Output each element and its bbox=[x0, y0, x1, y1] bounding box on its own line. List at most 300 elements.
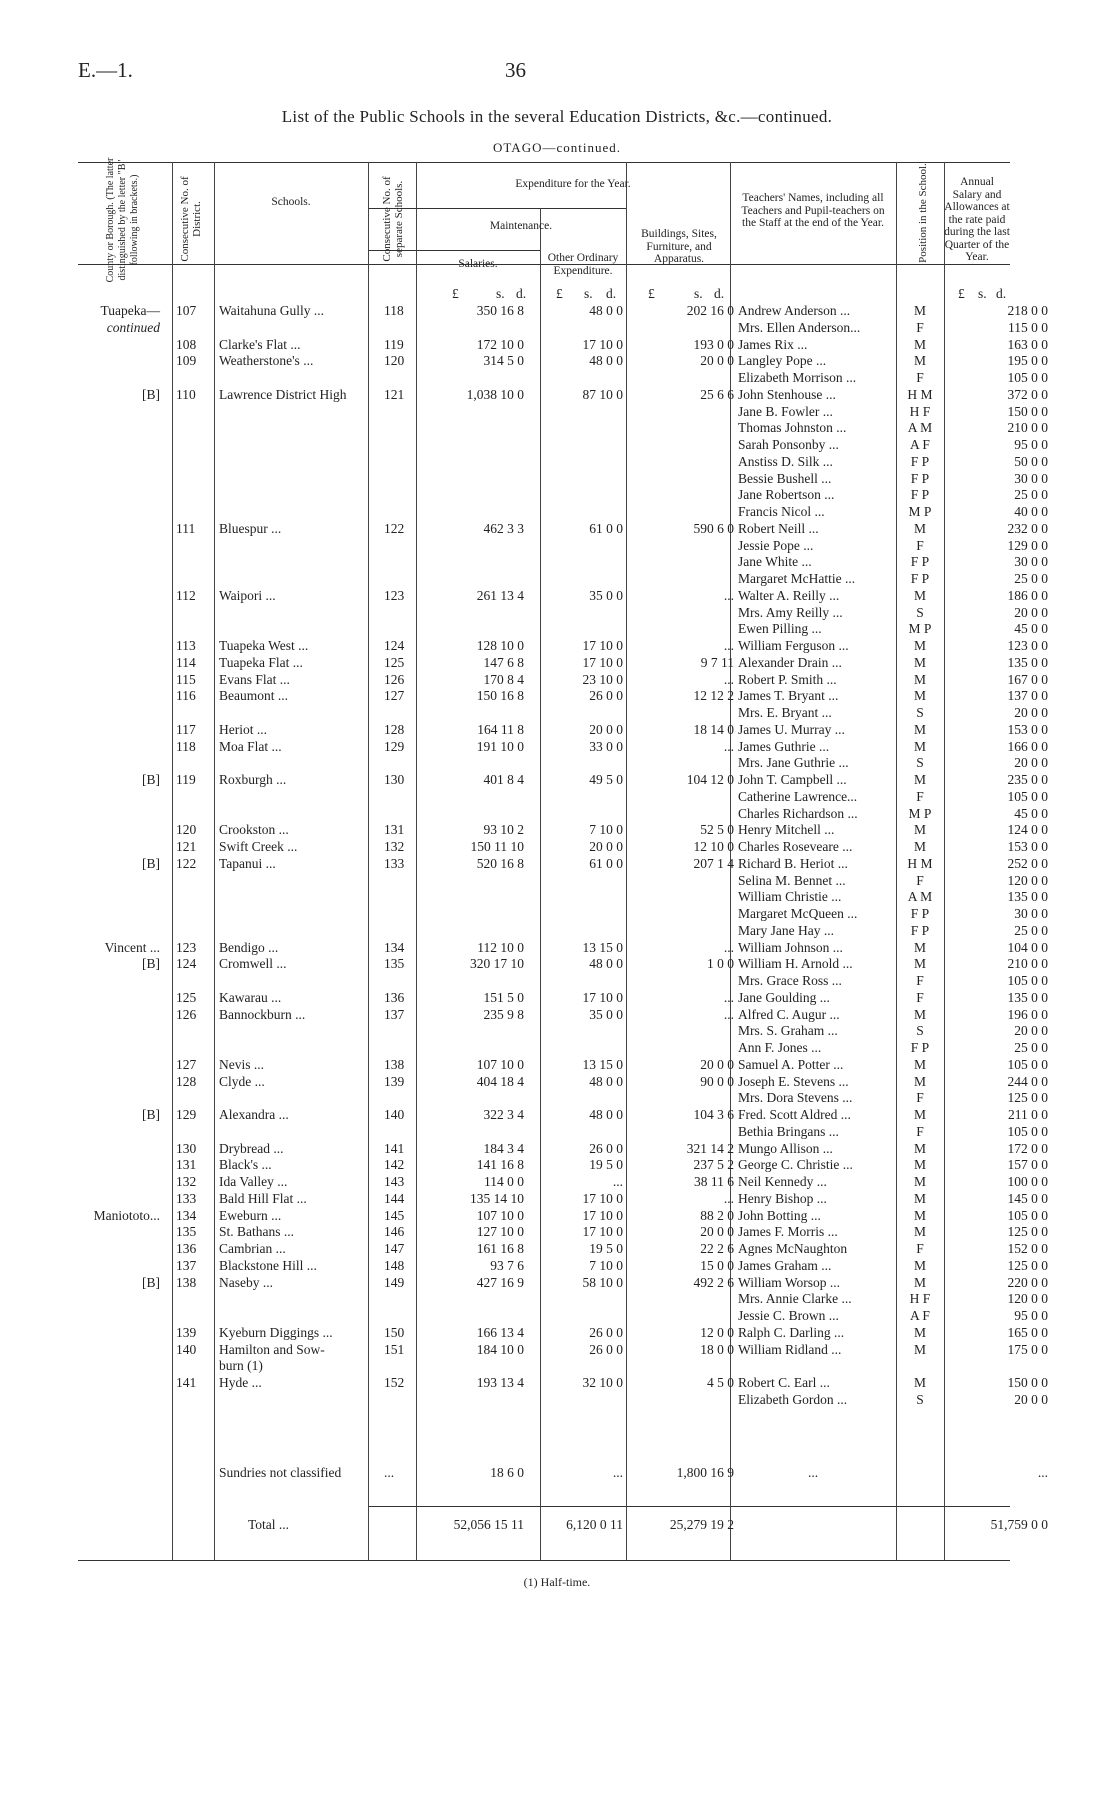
position-cell: M P bbox=[908, 805, 932, 821]
position-cell: F P bbox=[910, 922, 930, 938]
county-cell: Tuapeka— bbox=[100, 303, 160, 318]
annual-salary-cell: 45 0 0 bbox=[1014, 621, 1048, 637]
separate-no-cell: 146 bbox=[384, 1224, 405, 1240]
unit-s: s. bbox=[694, 286, 703, 301]
separate-no-cell: 149 bbox=[384, 1274, 405, 1290]
annual-salary-cell: 45 0 0 bbox=[1014, 805, 1048, 821]
expenditure-header: Expenditure for the Year. bbox=[515, 178, 631, 190]
separate-no-cell: 123 bbox=[384, 587, 405, 603]
annual-salary-cell: 211 0 0 bbox=[1008, 1107, 1048, 1122]
teacher-name-cell: John Botting ... bbox=[738, 1207, 821, 1223]
teacher-name-cell: John T. Campbell ... bbox=[738, 772, 847, 787]
annual-salary-cell: 120 0 0 bbox=[1007, 872, 1048, 888]
separate-no-cell: 142 bbox=[384, 1157, 405, 1173]
annual-salary-cell: 220 0 0 bbox=[1007, 1274, 1048, 1290]
table-row bbox=[78, 637, 1048, 654]
annual-salary-cell: 25 0 0 bbox=[1014, 922, 1048, 938]
annual-salary-cell: 196 0 0 bbox=[1007, 1006, 1048, 1022]
annual-salary-cell: 137 0 0 bbox=[1007, 688, 1048, 704]
table-row bbox=[78, 1056, 1048, 1073]
county-cell: [B] bbox=[142, 1274, 160, 1290]
position-cell: M bbox=[913, 1140, 926, 1156]
position-cell: S bbox=[916, 1023, 924, 1039]
salaries-cell: 1,038 10 0 bbox=[466, 386, 524, 402]
unit-pound: £ bbox=[452, 286, 459, 301]
table-row bbox=[78, 503, 1048, 520]
position-cell: M bbox=[913, 1190, 926, 1206]
position-cell: M bbox=[913, 939, 926, 955]
annual-salary-cell: 195 0 0 bbox=[1007, 353, 1048, 369]
position-cell: F P bbox=[910, 1040, 930, 1055]
table-row bbox=[78, 620, 1048, 637]
buildings-cell: 18 14 0 bbox=[693, 721, 734, 737]
unit-d: d. bbox=[714, 286, 725, 301]
county-cell: Maniototo... bbox=[93, 1207, 160, 1223]
table-row bbox=[78, 872, 1048, 889]
county-cell: [B] bbox=[142, 1107, 160, 1122]
annual-salary-cell: 135 0 0 bbox=[1007, 654, 1048, 670]
separate-no-cell: 150 bbox=[384, 1324, 405, 1340]
teacher-name-cell: Mrs. Jane Guthrie ... bbox=[738, 755, 849, 771]
separate-no-cell: 134 bbox=[384, 939, 405, 955]
district-no-cell: 126 bbox=[176, 1006, 197, 1022]
salaries-header: Salaries. bbox=[458, 258, 498, 270]
annual-salary-cell: 218 0 0 bbox=[1007, 303, 1048, 318]
teacher-name-cell: Elizabeth Gordon ... bbox=[738, 1391, 848, 1407]
annual-salary-cell: 232 0 0 bbox=[1007, 520, 1048, 536]
salaries-cell: 107 10 0 bbox=[476, 1056, 524, 1072]
teacher-name-cell: William Ferguson ... bbox=[738, 638, 849, 653]
salaries-cell: 401 8 4 bbox=[483, 772, 524, 787]
table-row bbox=[78, 587, 1048, 604]
table-row bbox=[78, 1374, 1048, 1391]
other-expenditure-cell: 13 15 0 bbox=[582, 1056, 623, 1072]
county-cell: [B] bbox=[142, 386, 160, 402]
table-row bbox=[78, 1190, 1048, 1207]
table-row bbox=[78, 1207, 1048, 1224]
table-row bbox=[78, 1022, 1048, 1039]
position-cell: A F bbox=[910, 437, 930, 452]
table-row bbox=[78, 687, 1048, 704]
annual-salary-cell: 150 0 0 bbox=[1007, 403, 1048, 419]
annual-salary-cell: 157 0 0 bbox=[1007, 1157, 1048, 1173]
position-cell: M bbox=[913, 688, 926, 704]
annual-salary-cell: 20 0 0 bbox=[1014, 1023, 1048, 1039]
annual-salary-cell: 167 0 0 bbox=[1007, 671, 1048, 687]
table-row bbox=[78, 1257, 1048, 1274]
salaries-cell: 93 10 2 bbox=[483, 822, 524, 838]
annual-salary-cell: 123 0 0 bbox=[1007, 638, 1048, 653]
teacher-name-cell: Richard B. Heriot ... bbox=[738, 855, 848, 871]
district-no-cell: 113 bbox=[176, 638, 196, 653]
district-no-cell: 115 bbox=[176, 671, 196, 687]
school-cell: Cromwell ... bbox=[219, 956, 287, 972]
district-no-cell: 127 bbox=[176, 1056, 197, 1072]
sundries-salaries: 18 6 0 bbox=[490, 1465, 524, 1480]
table-row bbox=[78, 888, 1048, 905]
school-cell: Tuapeka West ... bbox=[219, 638, 309, 653]
other-header: Other Ordinary Expenditure. bbox=[547, 252, 619, 277]
other-expenditure-cell: 35 0 0 bbox=[589, 1006, 623, 1022]
doc-ref: E.—1. bbox=[78, 58, 133, 82]
buildings-cell: 20 0 0 bbox=[700, 353, 734, 369]
school-cell: Bald Hill Flat ... bbox=[219, 1190, 307, 1206]
table-row bbox=[78, 972, 1048, 989]
salaries-cell: 164 11 8 bbox=[477, 721, 524, 737]
annual-salary-cell: 20 0 0 bbox=[1014, 1391, 1048, 1407]
unit-pound: £ bbox=[556, 286, 563, 301]
sundries-annual: ... bbox=[1037, 1465, 1048, 1480]
school-cell: Naseby ... bbox=[219, 1274, 273, 1290]
buildings-cell: 20 0 0 bbox=[700, 1224, 734, 1240]
table-row bbox=[78, 1290, 1048, 1307]
teacher-name-cell: Joseph E. Stevens ... bbox=[738, 1073, 849, 1089]
annual-salary-cell: 210 0 0 bbox=[1007, 420, 1048, 436]
position-cell: F P bbox=[910, 571, 930, 586]
position-cell: M bbox=[913, 1174, 926, 1189]
position-cell: M bbox=[913, 1006, 926, 1022]
school-cell: Waipori ... bbox=[219, 587, 276, 603]
table-row bbox=[78, 403, 1048, 420]
other-expenditure-cell: 13 15 0 bbox=[582, 939, 623, 955]
separate-no-cell: 147 bbox=[384, 1241, 405, 1256]
teacher-name-cell: Jane Goulding ... bbox=[738, 989, 830, 1005]
other-expenditure-cell: 48 0 0 bbox=[589, 956, 623, 972]
teacher-name-cell: Fred. Scott Aldred ... bbox=[738, 1107, 851, 1122]
table-row bbox=[78, 302, 1048, 319]
teacher-name-cell: Thomas Johnston ... bbox=[738, 420, 847, 436]
buildings-cell: 1 0 0 bbox=[707, 956, 734, 972]
buildings-cell: ... bbox=[723, 1006, 734, 1022]
teacher-name-cell: James F. Morris ... bbox=[738, 1224, 838, 1240]
separate-no-cell: 137 bbox=[384, 1006, 405, 1022]
buildings-cell: 38 11 6 bbox=[694, 1174, 734, 1189]
district-no-cell: 136 bbox=[176, 1241, 197, 1256]
table-row bbox=[78, 821, 1048, 838]
table-row bbox=[78, 1240, 1048, 1257]
teacher-name-cell: Ralph C. Darling ... bbox=[738, 1324, 845, 1340]
other-expenditure-cell: 35 0 0 bbox=[589, 587, 623, 603]
buildings-cell: ... bbox=[723, 1190, 734, 1206]
table-row bbox=[78, 955, 1048, 972]
position-cell: M bbox=[913, 839, 926, 854]
district-no-cell: 108 bbox=[176, 336, 197, 352]
table-row bbox=[78, 336, 1048, 353]
position-cell: M bbox=[913, 353, 926, 369]
position-cell: S bbox=[916, 604, 924, 620]
teacher-name-cell: Ewen Pilling ... bbox=[738, 621, 822, 637]
other-expenditure-cell: 48 0 0 bbox=[589, 1107, 623, 1122]
buildings-cell: 12 12 2 bbox=[693, 688, 734, 704]
position-cell: F bbox=[916, 989, 924, 1005]
buildings-cell: 321 14 2 bbox=[686, 1140, 734, 1156]
position-cell: H M bbox=[907, 386, 933, 402]
district-no-cell: 122 bbox=[176, 855, 197, 871]
separate-no-cell: 118 bbox=[384, 303, 404, 318]
unit-pound: £ bbox=[958, 286, 965, 301]
other-expenditure-cell: 17 10 0 bbox=[582, 336, 623, 352]
buildings-cell: ... bbox=[723, 638, 734, 653]
buildings-cell: 12 0 0 bbox=[700, 1324, 734, 1340]
buildings-cell: ... bbox=[723, 738, 734, 754]
school-cell: Beaumont ... bbox=[219, 688, 288, 704]
annual-salary-cell: 125 0 0 bbox=[1007, 1090, 1048, 1106]
buildings-cell: 104 3 6 bbox=[693, 1107, 734, 1122]
separate-no-cell: 144 bbox=[384, 1190, 405, 1206]
teacher-name-cell: Mrs. Amy Reilly ... bbox=[738, 604, 843, 620]
teacher-name-cell: James Graham ... bbox=[738, 1257, 832, 1273]
annual-salary-cell: 105 0 0 bbox=[1007, 1123, 1048, 1139]
school-cell: Hamilton and Sow- bbox=[219, 1341, 325, 1357]
table-row bbox=[78, 1173, 1048, 1190]
teacher-name-cell: William Ridland ... bbox=[738, 1341, 842, 1357]
annual-salary-cell: 95 0 0 bbox=[1014, 1308, 1048, 1323]
annual-salary-cell: 235 0 0 bbox=[1007, 772, 1048, 787]
separate-no-cell: 130 bbox=[384, 772, 405, 787]
other-expenditure-cell: 33 0 0 bbox=[589, 738, 623, 754]
salaries-cell: 114 0 0 bbox=[484, 1174, 524, 1189]
position-cell: F bbox=[916, 1123, 924, 1139]
teacher-name-cell: Walter A. Reilly ... bbox=[738, 587, 840, 603]
teacher-name-cell: William Christie ... bbox=[738, 889, 842, 905]
district-no-cell: 116 bbox=[176, 688, 196, 704]
position-header: Position in the School. bbox=[917, 163, 929, 263]
sundries-buildings: 1,800 16 9 bbox=[676, 1465, 734, 1480]
school-cell: St. Bathans ... bbox=[219, 1224, 295, 1240]
school-cell: Clyde ... bbox=[219, 1073, 265, 1089]
annual-salary-cell: 30 0 0 bbox=[1014, 554, 1048, 570]
school-cell: Weatherstone's ... bbox=[219, 353, 314, 369]
other-expenditure-cell: 17 10 0 bbox=[582, 989, 623, 1005]
table-row bbox=[78, 1039, 1048, 1056]
position-cell: M bbox=[913, 772, 926, 787]
buildings-header: Buildings, Sites, Furniture, and Apparatus. bbox=[641, 228, 717, 265]
buildings-cell: ... bbox=[723, 989, 734, 1005]
annual-salary-cell: 105 0 0 bbox=[1007, 973, 1048, 988]
school-cell: Blackstone Hill ... bbox=[219, 1257, 317, 1273]
teacher-name-cell: Bethia Bringans ... bbox=[738, 1123, 839, 1139]
school-cell: Swift Creek ... bbox=[219, 839, 298, 854]
annual-salary-cell: 153 0 0 bbox=[1007, 721, 1048, 737]
other-expenditure-cell: 58 10 0 bbox=[582, 1274, 623, 1290]
separate-no-cell: 151 bbox=[384, 1341, 405, 1357]
other-expenditure-cell: 26 0 0 bbox=[589, 1324, 623, 1340]
total-annual: 51,759 0 0 bbox=[990, 1517, 1048, 1532]
annual-salary-cell: 186 0 0 bbox=[1007, 587, 1048, 603]
annual-salary-cell: 20 0 0 bbox=[1014, 604, 1048, 620]
school-cell: Nevis ... bbox=[219, 1056, 264, 1072]
school-cell: Roxburgh ... bbox=[219, 772, 287, 787]
separate-no-cell: 141 bbox=[384, 1140, 405, 1156]
position-cell: H F bbox=[909, 403, 931, 419]
separate-no-cell: 122 bbox=[384, 520, 405, 536]
position-cell: F bbox=[916, 537, 924, 553]
annual-salary-cell: 135 0 0 bbox=[1007, 889, 1048, 905]
teacher-name-cell: Ann F. Jones ... bbox=[738, 1040, 822, 1055]
school-cell: Heriot ... bbox=[219, 721, 267, 737]
school-cell: Kawarau ... bbox=[219, 989, 282, 1005]
salaries-cell: 161 16 8 bbox=[476, 1241, 524, 1256]
table-row bbox=[78, 453, 1048, 470]
teacher-name-cell: Mrs. E. Bryant ... bbox=[738, 705, 832, 720]
annual-salary-cell: 30 0 0 bbox=[1014, 906, 1048, 921]
other-expenditure-cell: 48 0 0 bbox=[589, 1073, 623, 1089]
district-no-cell: 137 bbox=[176, 1257, 197, 1273]
district-no-cell: 121 bbox=[176, 839, 197, 854]
position-cell: M bbox=[913, 671, 926, 687]
school-cell: Bendigo ... bbox=[219, 939, 279, 955]
salaries-cell: 141 16 8 bbox=[476, 1157, 524, 1173]
teacher-name-cell: Elizabeth Morrison ... bbox=[738, 370, 857, 385]
table-row bbox=[78, 352, 1048, 369]
position-cell: A M bbox=[907, 889, 933, 905]
table-row bbox=[78, 704, 1048, 721]
page-subtitle: OTAGO—continued. bbox=[493, 140, 621, 155]
teacher-name-cell: Robert C. Earl ... bbox=[738, 1375, 830, 1390]
unit-pound: £ bbox=[648, 286, 655, 301]
position-cell: F P bbox=[910, 470, 930, 486]
total-label: Total ... bbox=[248, 1517, 290, 1532]
salaries-cell: 520 16 8 bbox=[476, 855, 524, 871]
table-row bbox=[78, 570, 1048, 587]
annual-salary-cell: 25 0 0 bbox=[1014, 1040, 1048, 1055]
table-row bbox=[78, 754, 1048, 771]
annual-header: Annual Salary and Allowances at the rate paid during the last Quarter of the Year. bbox=[944, 176, 1010, 263]
table-row bbox=[78, 654, 1048, 671]
other-expenditure-cell: 49 5 0 bbox=[589, 772, 623, 787]
unit-s: s. bbox=[978, 286, 987, 301]
position-cell: H M bbox=[907, 855, 933, 871]
position-cell: F P bbox=[910, 554, 930, 570]
table-row bbox=[78, 1307, 1048, 1324]
table-row bbox=[78, 537, 1048, 554]
annual-salary-cell: 104 0 0 bbox=[1007, 939, 1048, 955]
district-no-cell: 129 bbox=[176, 1107, 197, 1122]
separate-no-cell: 133 bbox=[384, 855, 405, 871]
other-expenditure-cell: 17 10 0 bbox=[582, 1224, 623, 1240]
table-row bbox=[78, 671, 1048, 688]
school-cell: Bannockburn ... bbox=[219, 1006, 306, 1022]
school-cell: Black's ... bbox=[219, 1157, 272, 1173]
buildings-cell: 15 0 0 bbox=[700, 1257, 734, 1273]
salaries-cell: 150 11 10 bbox=[470, 839, 524, 854]
annual-salary-cell: 125 0 0 bbox=[1007, 1257, 1048, 1273]
position-cell: F bbox=[916, 1241, 924, 1256]
table-row bbox=[78, 369, 1048, 386]
annual-salary-cell: 210 0 0 bbox=[1007, 956, 1048, 972]
unit-d: d. bbox=[516, 286, 527, 301]
other-expenditure-cell: 17 10 0 bbox=[582, 1190, 623, 1206]
annual-salary-cell: 105 0 0 bbox=[1007, 370, 1048, 385]
other-expenditure-cell: 26 0 0 bbox=[589, 688, 623, 704]
position-cell: M bbox=[913, 1107, 926, 1122]
salaries-cell: 427 16 9 bbox=[476, 1274, 524, 1290]
other-expenditure-cell: 26 0 0 bbox=[589, 1341, 623, 1357]
annual-salary-cell: 115 0 0 bbox=[1008, 319, 1048, 335]
annual-salary-cell: 163 0 0 bbox=[1007, 336, 1048, 352]
school-cell: Alexandra ... bbox=[219, 1107, 289, 1122]
salaries-cell: 235 9 8 bbox=[483, 1006, 524, 1022]
position-cell: M bbox=[913, 520, 926, 536]
other-expenditure-cell: 61 0 0 bbox=[589, 855, 623, 871]
district-no-cell: 114 bbox=[176, 654, 196, 670]
sundries-teacher: ... bbox=[807, 1465, 819, 1480]
position-cell: M P bbox=[908, 504, 932, 519]
total-other: 6,120 0 11 bbox=[566, 1517, 623, 1532]
table-row bbox=[78, 520, 1048, 537]
county-cell: [B] bbox=[142, 956, 160, 972]
county-cell: [B] bbox=[142, 855, 160, 871]
school-cell: Ida Valley ... bbox=[219, 1174, 288, 1189]
annual-salary-cell: 20 0 0 bbox=[1014, 755, 1048, 771]
annual-salary-cell: 25 0 0 bbox=[1014, 571, 1048, 586]
separate-no-cell: 136 bbox=[384, 989, 405, 1005]
annual-salary-cell: 120 0 0 bbox=[1007, 1291, 1048, 1307]
annual-salary-cell: 25 0 0 bbox=[1014, 487, 1048, 503]
teacher-name-cell: Alexander Drain ... bbox=[738, 654, 842, 670]
annual-salary-cell: 244 0 0 bbox=[1007, 1073, 1048, 1089]
salaries-cell: 128 10 0 bbox=[476, 638, 524, 653]
table-row bbox=[78, 721, 1048, 738]
annual-salary-cell: 105 0 0 bbox=[1007, 788, 1048, 804]
total-buildings: 25,279 19 2 bbox=[669, 1517, 734, 1532]
table-row bbox=[78, 419, 1048, 436]
district-no-cell: 130 bbox=[176, 1140, 197, 1156]
position-cell: F bbox=[916, 872, 924, 888]
separate-no-cell: 124 bbox=[384, 638, 405, 653]
teacher-name-cell: Charles Richardson ... bbox=[738, 805, 858, 821]
salaries-cell: 350 16 8 bbox=[476, 303, 524, 318]
buildings-cell: 12 10 0 bbox=[693, 839, 734, 854]
school-cell: Moa Flat ... bbox=[219, 738, 282, 754]
table-row bbox=[78, 1324, 1048, 1341]
other-expenditure-cell: ... bbox=[612, 1174, 623, 1189]
salaries-cell: 191 10 0 bbox=[476, 738, 524, 754]
annual-salary-cell: 175 0 0 bbox=[1007, 1341, 1048, 1357]
unit-s: s. bbox=[584, 286, 593, 301]
teacher-name-cell: Mungo Allison ... bbox=[738, 1140, 833, 1156]
other-expenditure-cell: 17 10 0 bbox=[582, 638, 623, 653]
other-expenditure-cell: 17 10 0 bbox=[582, 1207, 623, 1223]
teacher-name-cell: James Guthrie ... bbox=[738, 738, 830, 754]
other-expenditure-cell: 32 10 0 bbox=[582, 1375, 623, 1390]
buildings-cell: 4 5 0 bbox=[707, 1375, 734, 1390]
table-row bbox=[78, 989, 1048, 1006]
teacher-name-cell: Catherine Lawrence... bbox=[738, 788, 858, 804]
salaries-cell: 172 10 0 bbox=[476, 336, 524, 352]
footnote: (1) Half-time. bbox=[523, 1575, 591, 1589]
annual-salary-cell: 145 0 0 bbox=[1007, 1190, 1048, 1206]
salaries-cell: 184 3 4 bbox=[483, 1140, 524, 1156]
salaries-cell: 150 16 8 bbox=[476, 688, 524, 704]
annual-salary-cell: 125 0 0 bbox=[1007, 1224, 1048, 1240]
buildings-cell: 9 7 11 bbox=[700, 654, 734, 670]
district-no-cell: 141 bbox=[176, 1375, 197, 1390]
position-cell: F bbox=[916, 319, 924, 335]
district-no-cell: 132 bbox=[176, 1174, 197, 1189]
table-row bbox=[78, 319, 1048, 336]
district-no-cell: 112 bbox=[176, 587, 196, 603]
position-cell: F bbox=[916, 1090, 924, 1106]
sundries-row bbox=[78, 1464, 1048, 1481]
schools-table bbox=[78, 157, 1048, 1562]
unit-d: d. bbox=[606, 286, 617, 301]
table-row bbox=[78, 788, 1048, 805]
table-row bbox=[78, 838, 1048, 855]
position-cell: M bbox=[913, 738, 926, 754]
separate-no-cell: 145 bbox=[384, 1207, 405, 1223]
district-no-header: Consecutive No. of District. bbox=[179, 176, 203, 262]
